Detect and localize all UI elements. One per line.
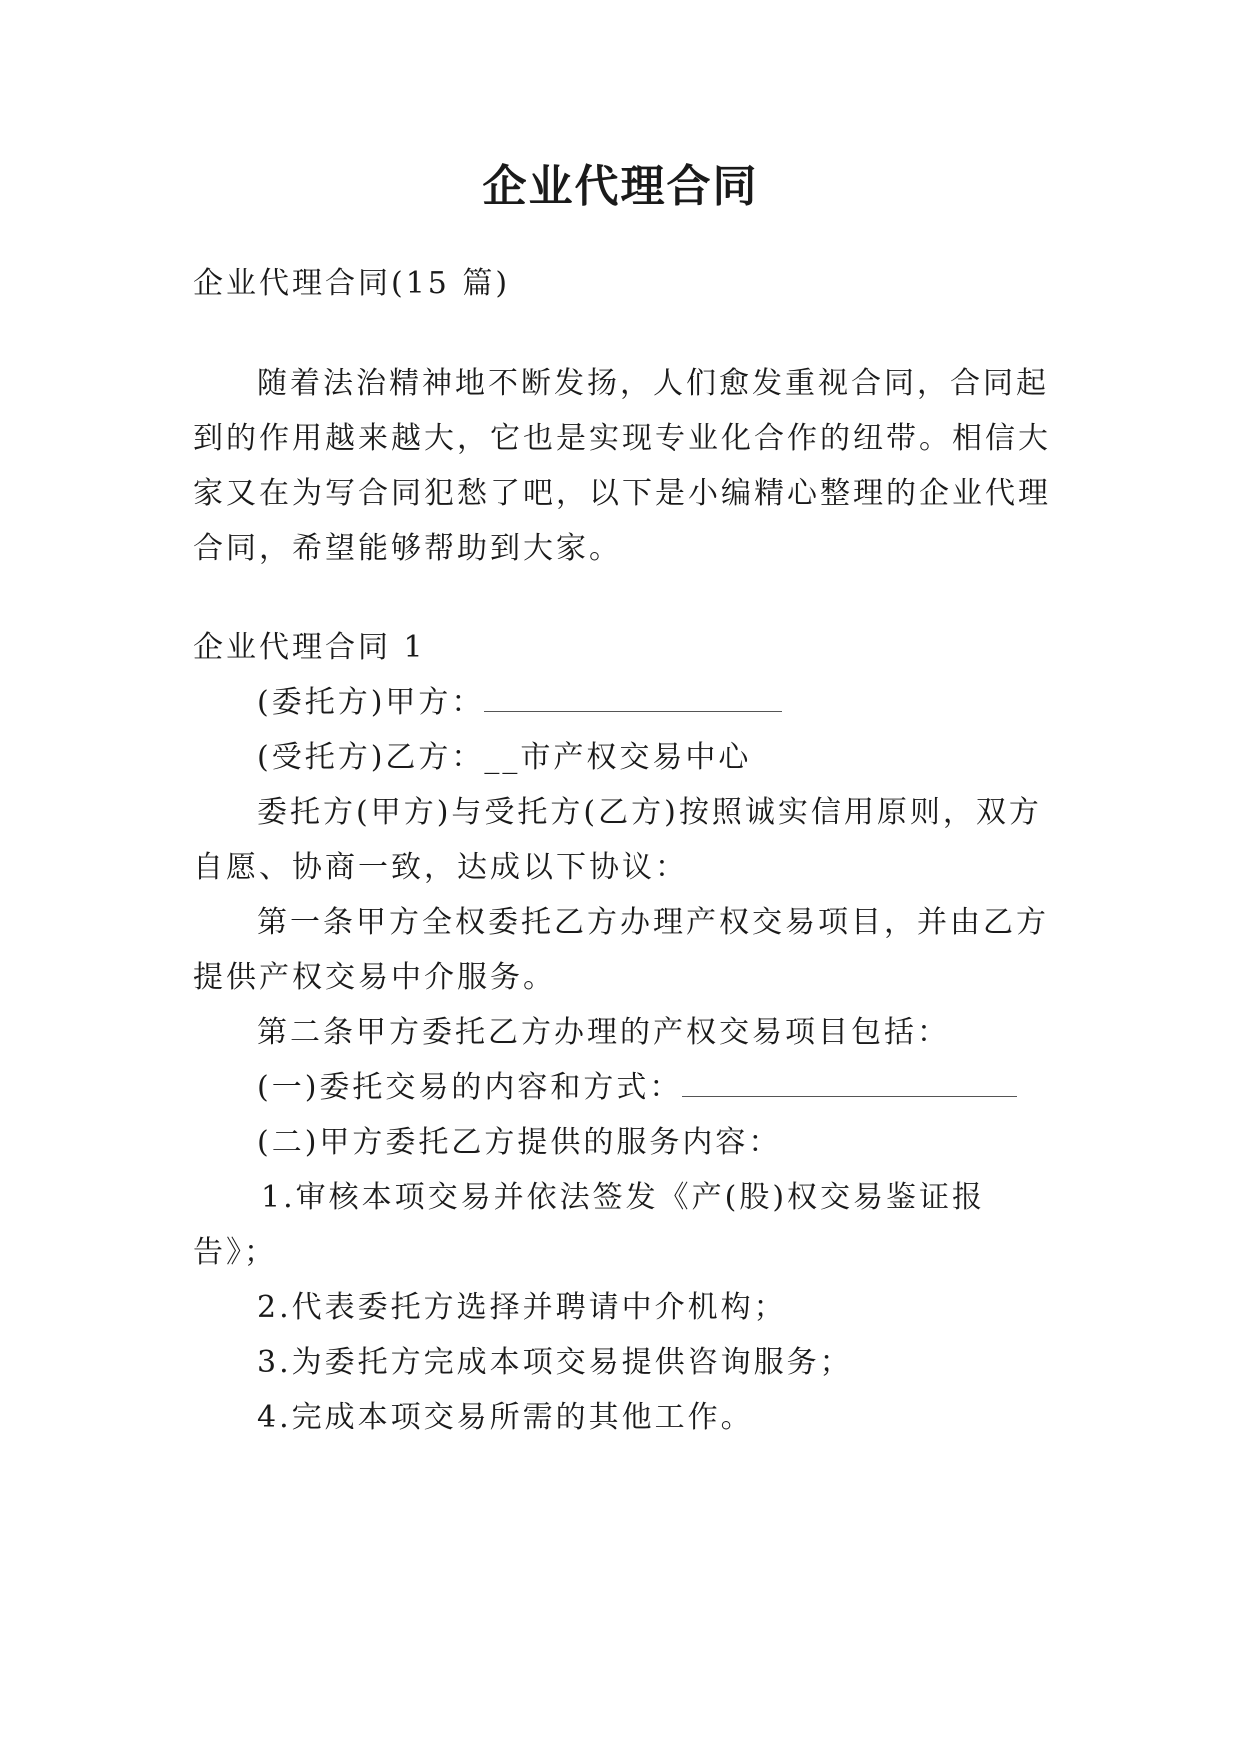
intro-line: 合同，希望能够帮助到大家。 — [193, 531, 622, 566]
party-a-blank-field — [484, 683, 782, 712]
article-1-line: 提供产权交易中介服务。 — [193, 960, 556, 995]
service-item-line: 4.完成本项交易所需的其他工作。 — [257, 1400, 754, 1435]
party-b-value: __市产权交易中心 — [484, 740, 752, 775]
article-1-line: 第一条甲方全权委托乙方办理产权交易项目，并由乙方 — [257, 905, 1049, 940]
service-item-line: 1.审核本项交易并依法签发《产(股)权交易鉴证报 — [261, 1180, 986, 1215]
preamble-line: 自愿、协商一致，达成以下协议： — [193, 850, 688, 885]
party-b-label: (受托方)乙方： — [257, 740, 485, 775]
service-item-line: 2.代表委托方选择并聘请中介机构； — [257, 1290, 787, 1325]
intro-line: 家又在为写合同犯愁了吧，以下是小编精心整理的企业代理 — [193, 476, 1051, 511]
item-two-line: (二)甲方委托乙方提供的服务内容： — [257, 1125, 782, 1160]
party-b-line — [257, 736, 751, 780]
section-heading: 企业代理合同 1 — [193, 630, 426, 665]
service-item-line: 3.为委托方完成本项交易提供咨询服务； — [257, 1345, 853, 1380]
party-a-label: (委托方)甲方： — [257, 685, 485, 720]
article-2-heading: 第二条甲方委托乙方办理的产权交易项目包括： — [257, 1015, 950, 1050]
item-one-blank-field — [682, 1068, 1017, 1097]
intro-line: 到的作用越来越大，它也是实现专业化合作的纽带。相信大 — [193, 421, 1051, 456]
intro-line: 随着法治精神地不断发扬，人们愈发重视合同，合同起 — [257, 366, 1049, 401]
document-title: 企业代理合同 — [482, 161, 759, 212]
preamble-line: 委托方(甲方)与受托方(乙方)按照诚实信用原则，双方 — [257, 795, 1042, 830]
service-item-line: 告》； — [193, 1235, 277, 1270]
item-one-line — [257, 1066, 1017, 1110]
document-subtitle: 企业代理合同(15 篇) — [193, 266, 511, 301]
party-a-line — [257, 681, 782, 725]
item-one-label: (一)委托交易的内容和方式： — [257, 1070, 683, 1105]
